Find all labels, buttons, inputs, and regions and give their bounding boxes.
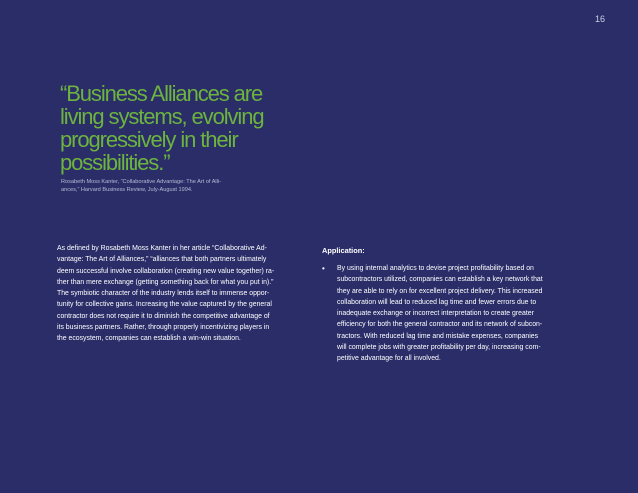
bullet-line: inadequate exchange or incorrect interpretation to create greater: [337, 310, 534, 318]
bullet-line: tractors. With reduced lag time and mistake expenses, companies: [337, 332, 539, 340]
page-number: 16: [595, 14, 606, 24]
quote-citation-line: Rosabeth Moss Kanter, “Collaborative Advantage: The Art of Alli-: [61, 179, 222, 185]
application-bullet-text: [337, 263, 587, 365]
application-heading: Application:: [322, 246, 365, 255]
pull-quote-line: “Business Alliances are: [60, 81, 263, 106]
bullet-line: By using internal analytics to devise project profitability based on: [337, 265, 534, 272]
pull-quote-line: living systems, evolving: [60, 104, 264, 129]
bullet-line: collaboration will lead to reduced lag time and fewer errors due to: [337, 298, 537, 306]
quote-citation-line: ances,” Harvard Business Review, July-August 1994.: [61, 187, 193, 193]
pull-quote: [60, 82, 280, 174]
body-line: vantage: The Art of Alliances,” “alliances that both partners ultimately: [57, 256, 267, 264]
bullet-line: efficiency for both the general contractor and its network of subcon-: [337, 321, 543, 329]
body-line: tunity for collective gains. Increasing the value captured by the general: [57, 301, 272, 309]
body-line: deem successful involve collaboration (creating new value together) ra-: [57, 267, 275, 275]
body-line: ther than mere exchange (getting something back for what you put in).”: [57, 278, 274, 286]
quote-citation: [61, 178, 281, 194]
bullet-line: will complete jobs with greater profitability per day, increasing com-: [337, 344, 541, 352]
body-line: contractor does not require it to diminish the competitive advantage of: [57, 312, 270, 320]
body-paragraph: [57, 243, 307, 345]
body-line: As defined by Rosabeth Moss Kanter in her article “Collaborative Ad-: [57, 245, 267, 252]
bullet-line: petitive advantage for all involved.: [337, 355, 441, 363]
body-line: the ecosystem, companies can establish a win-win situation.: [57, 335, 241, 343]
bullet-line: they are able to rely on for excellent project delivery. This increased: [337, 287, 543, 295]
body-line: The symbiotic character of the industry lends itself to immense oppor-: [57, 290, 270, 298]
body-line: its business partners. Rather, through properly incentivizing players in: [57, 324, 270, 332]
bullet-line: subcontractors utilized, companies can establish a key network that: [337, 276, 543, 284]
pull-quote-line: possibilities.”: [60, 150, 170, 175]
bullet-icon: •: [322, 264, 325, 273]
pull-quote-line: progressively in their: [60, 127, 238, 152]
